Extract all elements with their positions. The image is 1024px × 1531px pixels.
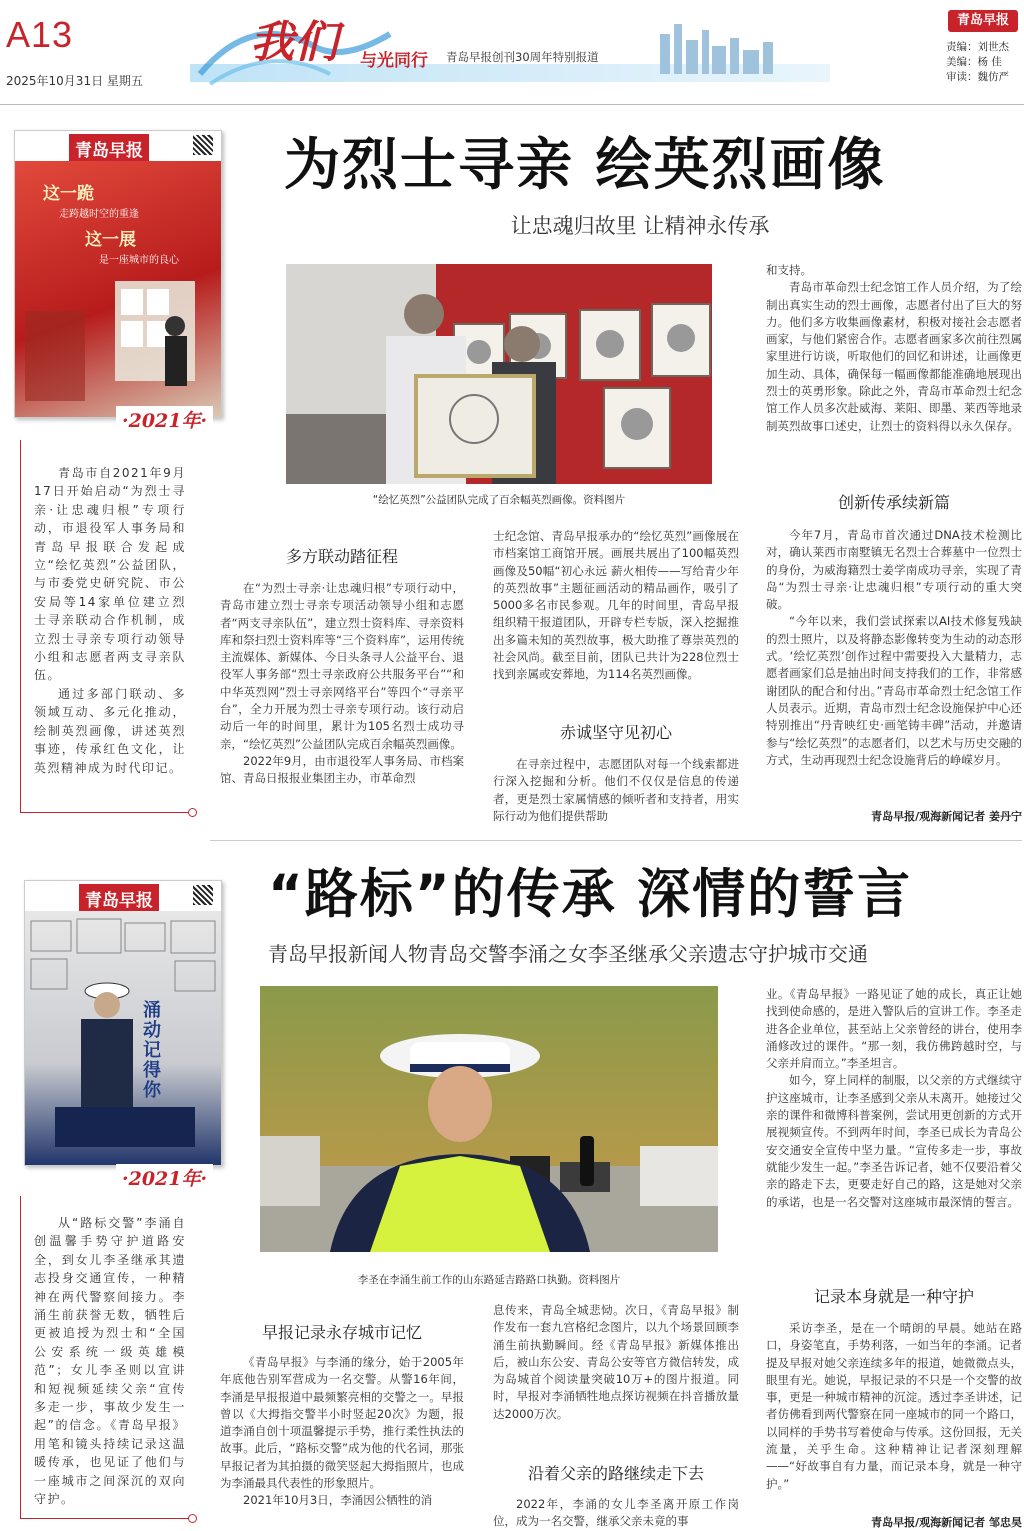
story2-byline: 青岛早报/观海新闻记者 邹忠昊 — [871, 1516, 1022, 1529]
article-paragraph: “今年以来，我们尝试探索以AI技术修复残缺的烈士照片，以及将静态影像转变为生动的动态形式。‘绘忆英烈’创作过程中需要投入大量精力，志愿者画家们总是抽出时间支持我们的工作，非常感谢团队的配合和付出。”青岛市革命烈士纪念馆工作人员表示。近期，青岛市烈士纪念设施保护中心还特别推出“丹青映红史·画笔铸丰碑”活动，并邀请参与“绘忆英烈”的志愿者们，以艺术与历史交融的方式，生动再现烈士纪念设施背后的峥嵘岁月。 — [766, 614, 1022, 767]
story2-col1-heading: 早报记录永存城市记忆 — [261, 1323, 422, 1342]
article-paragraph: 2022年9月，由市退役军人事务局、市档案馆、青岛日报报业集团主办，市革命烈 — [220, 753, 464, 786]
article-paragraph: 采访李圣，是在一个晴朗的早晨。她站在路口，身姿笔直，手势利落，一如当年的李涌。记者提及早报对她父亲连续多年的报道，她微微点头，眼里有光。她说，早报记录的不只是一个交警的故事，更是一种城市精神的沉淀。透过李圣讲述，记者仿佛看到两代警察在同一座城市的同一个路口，以同样的手势书写着使命与传承。这份回报，无关流量，关乎生命。这种精神让记者深刻理解——“好故事自有力量，而记录本身，就是一种守护。” — [766, 1321, 1022, 1491]
newspaper-thumbnail — [24, 880, 222, 1166]
story2-col3-heading: 记录本身就是一种守护 — [813, 1287, 974, 1306]
credit-editor: 责编：刘世杰 — [946, 41, 1009, 53]
thumbnail-illustration — [15, 161, 221, 417]
story1-col1 — [220, 580, 464, 788]
article-paragraph: 今年7月，青岛市首次通过DNA技术检测比对，确认莱西市南墅镇无名烈士合葬墓中一位烈士的身份，为威海籍烈士姜学南成功寻亲，实现了青岛“为烈士寻亲·让忠魂归根”专项行动的重大突破。 — [766, 528, 1022, 612]
story1-headline: 为烈士寻亲 绘英烈画像 — [284, 133, 886, 198]
article-paragraph: 如今，穿上同样的制服，以父亲的方式继续守护这座城市，让李圣感到父亲从未离开。她接过父亲的课件和微博科普案例，尝试用更创新的方式开展视频宣传。不到两年时间，李圣已成长为青岛公安交通安全宣传中坚力量。“宣传多走一步，事故就能少发生一起。”李圣告诉记者，她不仅要沿着父亲的路走下去，更要走好自己的路，这是她对父亲的承诺，也是一名交警对这座城市最深情的誓言。 — [766, 1073, 1022, 1209]
banner-slogan: 与光同行 — [360, 51, 428, 71]
article-paragraph: 士纪念馆、青岛早报承办的“绘忆英烈”画像展在市档案馆工商馆开展。画展共展出了100幅英烈画像及50幅“初心永远 薪火相传——写给青少年的英烈故事”主题征画活动的精品画作，吸引了5000多名市民参观。几年的时间里，青岛早报组织精干报道团队，开辟专栏专版，深入挖掘推出多篇未知的英烈故事，极大助推了尊崇英烈的社会风尚。截至目前，团队已共计为228位烈士找到亲属或安葬地，为114名英烈画像。 — [493, 529, 739, 682]
thumbnail-masthead: 青岛早报 — [25, 881, 221, 911]
qr-code-icon — [193, 135, 213, 155]
story2-col2-heading: 沿着父亲的路继续走下去 — [527, 1464, 704, 1483]
thumbnail-masthead: 青岛早报 — [15, 131, 221, 161]
article-paragraph: 在寻亲过程中，志愿团队对每一个线索都进行深入挖掘和分析。他们不仅仅是信息的传递者，更是烈士家属情感的倾听者和支持者，用实际行动为他们提供帮助 — [493, 757, 739, 823]
article-paragraph: 息传来，青岛全城悲恸。次日，《青岛早报》制作发布一套九宫格纪念图片，以九个场景回顾李涌生前执勤瞬间。经《青岛早报》新媒体推出后，被山东公安、青岛公安等官方微信转发，成为岛城首个阅读量突破10万+的图片报道。同时，早报对李涌牺牲地点探访视频在抖音播放量达2000万次。 — [493, 1303, 739, 1421]
brand-logo: 青岛早报 — [948, 10, 1018, 32]
story2-subhead: 青岛早报新闻人物青岛交警李涌之女李圣继承父亲遗志守护城市交通 — [268, 942, 868, 966]
thumbnail-cover — [15, 161, 221, 417]
story2-photo-caption: 李圣在李涌生前工作的山东路延吉路路口执勤。资料图片 — [357, 1274, 621, 1286]
story1-col3-top — [766, 262, 1022, 435]
sidebar-bottom-rule — [20, 812, 192, 813]
article-paragraph: 和支持。 — [766, 263, 812, 277]
story1-photo — [286, 264, 712, 484]
rule-dot — [188, 808, 197, 817]
thumbnail-title: 涌动记得你 — [143, 1000, 161, 1101]
page-number: A13 — [6, 14, 74, 55]
article-paragraph: 业。《青岛早报》一路见证了她的成长，真正让她找到使命感的，是进入警队后的宣讲工作。李圣走进各企业单位，甚至站上父亲曾经的讲台，使用李涌修改过的课件。“那一刻，我仿佛跨越时空，与父亲并肩而立。”李圣坦言。 — [766, 987, 1022, 1071]
thumbnail-line: 是一座城市的良心 — [99, 255, 179, 266]
sidebar-paragraph: 通过多部门联动、多领域互动、多元化推动，绘制英烈画像，讲述英烈事迹，传承红色文化，让英烈精神成为时代印记。 — [34, 686, 186, 775]
sidebar-bottom-rule — [20, 1518, 192, 1519]
sidebar-paragraph: 从“路标交警”李涌自创温馨手势守护道路安全，到女儿李圣继承其遗志投身交通宣传，一种精神在两代警察间接力。李涌生前获誉无数，牺牲后更被追授为烈士和“全国公安系统一级英雄模范”；女儿李圣则以宣讲和短视频延续父亲“宣传多走一步，事故少发生一起”的信念。《青岛早报》用笔和镜头持续记录这温暖传承，也见证了他们与一座城市之间深沉的双向守护。 — [34, 1216, 186, 1507]
story2-sidebar — [34, 1214, 186, 1509]
story2-photo — [260, 986, 718, 1252]
photo-portrait-exhibition — [286, 264, 712, 484]
story1-byline: 青岛早报/观海新闻记者 姜丹宁 — [871, 810, 1022, 823]
story2-col3 — [766, 1320, 1022, 1493]
story1-col2-top — [493, 528, 739, 684]
sidebar-paragraph: 青岛市自2021年9月17日开始启动“为烈士寻亲·让忠魂归根”专项行动，市退役军人事务局和青岛早报联合发起成立“绘忆英烈”公益团队，与市委党史研究院、市公安局等14家单位建立烈士寻亲联动合作机制，成立烈士寻亲专项行动领导小组和志愿者两支寻亲队伍。 — [34, 466, 186, 683]
year-tag: ·2021年· — [116, 1164, 213, 1191]
thumbnail-line: 这一跪 — [43, 184, 94, 204]
year-tag: ·2021年· — [116, 406, 213, 433]
story2-col2 — [493, 1496, 739, 1531]
thumbnail-cover — [25, 911, 221, 1165]
banner-subtitle: 青岛早报创刊30周年特别报道 — [446, 50, 599, 64]
sidebar-rule — [20, 440, 21, 812]
story1-col3-heading: 创新传承续新篇 — [837, 493, 950, 512]
credits — [946, 40, 1020, 85]
article-paragraph: 《青岛早报》与李涌的缘分，始于2005年年底他告别军营成为一名交警。从警16年间，李涌是早报报道中最频繁亮相的交警之一。早报曾以《大拇指交警半小时竖起20次》为题，报道李涌自创十项温馨提示手势，推行柔性执法的故事。此后，“路标交警”成为他的代名词，那张早报记者为其拍摄的微笑竖起大拇指照片，也成为李涌最具代表性的形象照片。 — [220, 1355, 464, 1491]
story1-subhead: 让忠魂归故里 让精神永传承 — [510, 214, 770, 238]
article-paragraph: 2021年10月3日，李涌因公牺牲的消 — [243, 1493, 433, 1508]
newspaper-thumbnail — [14, 130, 222, 418]
thumbnail-illustration — [25, 911, 221, 1165]
story2-col1 — [220, 1354, 464, 1510]
story2-col2-top — [493, 1302, 739, 1423]
rule-dot — [188, 1514, 197, 1523]
credit-designer: 美编：杨 佳 — [946, 56, 1002, 68]
story2-col3-top — [766, 986, 1022, 1211]
header-rule — [0, 104, 1024, 105]
story1-col2 — [493, 756, 739, 825]
photo-traffic-officer — [260, 986, 718, 1252]
story1-col1-heading: 多方联动踏征程 — [285, 547, 398, 566]
credit-proofreader: 审读：魏仿严 — [946, 71, 1009, 83]
thumbnail-line: 这一展 — [85, 230, 136, 250]
article-paragraph: 在“为烈士寻亲·让忠魂归根”专项行动中，青岛市建立烈士寻亲专项活动领导小组和志愿者“两支寻亲队伍”，建立烈士资料库、寻亲资料库和祭扫烈士资料库等“三个资料库”，运用传统主流媒体、新媒体、今日头条寻人公益平台、退役军人事务部“烈士寻亲政府公共服务平台”“和中华英烈网”烈士寻亲网络平台”等四个“寻亲平台”，全力开展为烈士寻亲专项行动。该行动启动后一年的时间里，累计为105名烈士成功寻亲，“绘忆英烈”公益团队完成百余幅英烈画像。 — [220, 581, 464, 751]
issue-date: 2025年10月31日 星期五 — [6, 74, 143, 88]
banner-title: 我们 — [250, 17, 338, 68]
section-divider — [210, 840, 1022, 841]
qr-code-icon — [193, 885, 213, 905]
story1-col2-heading: 赤诚坚守见初心 — [559, 723, 672, 742]
story1-photo-caption: “绘忆英烈”公益团队完成了百余幅英烈画像。资料图片 — [372, 494, 626, 506]
article-paragraph: 青岛市革命烈士纪念馆工作人员介绍，为了绘制出真实生动的烈士画像，志愿者付出了巨大的努力。他们多方收集画像素材，积极对接社会志愿者画家，与他们紧密合作。志愿者画家多次前往烈属家里进行访谈，听取他们的回忆和讲述，让画像更加生动、具体，确保每一幅画像都能准确地展现出烈士的英勇形象。除此之外，青岛市革命烈士纪念馆工作人员多次赴威海、莱阳、即墨、莱西等地录制英烈故事口述史，让烈士的资料得以永久保存。 — [766, 280, 1022, 433]
article-paragraph: 2022年，李涌的女儿李圣离开原工作岗位，成为一名交警，继承父亲未竟的事 — [493, 1497, 739, 1529]
sidebar-rule — [20, 1196, 21, 1518]
story1-col3 — [766, 527, 1022, 769]
story2-headline: “路标”的传承 深情的誓言 — [268, 864, 913, 925]
story1-sidebar — [34, 464, 186, 777]
thumbnail-line: 走跨越时空的重逢 — [59, 209, 139, 220]
